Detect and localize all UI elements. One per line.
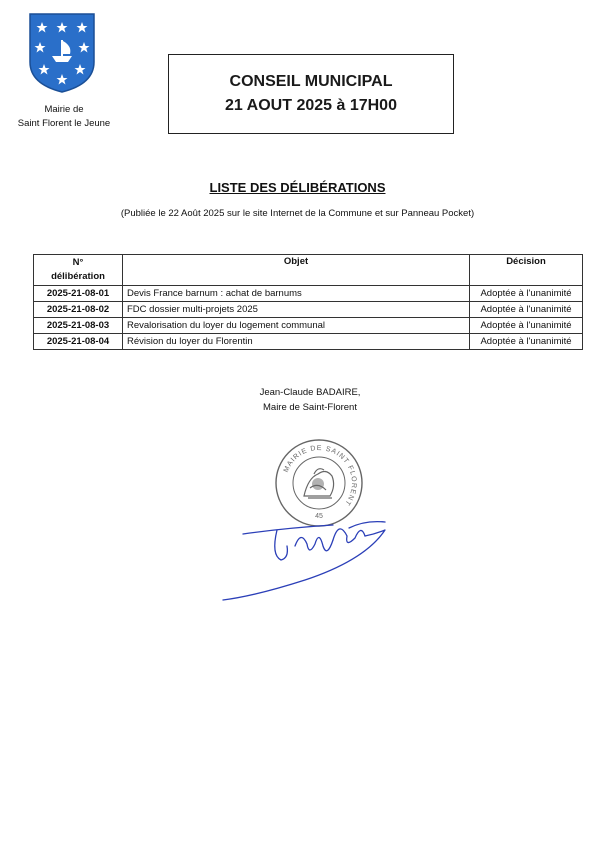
column-header-object: Objet (123, 255, 470, 286)
table-row (34, 302, 583, 318)
column-header-decision: Décision (470, 255, 583, 286)
page-title: CONSEIL MUNICIPAL (229, 73, 393, 90)
deliberations-table (33, 254, 583, 350)
deliberation-decision: Adoptée à l'unanimité (470, 334, 583, 350)
signatory-block (220, 385, 400, 415)
signatory-name: Jean-Claude BADAIRE, (259, 387, 361, 398)
meeting-date: 21 AOUT 2025 à 17H00 (225, 97, 397, 114)
mairie-line-1: Mairie de (44, 104, 84, 115)
deliberation-decision: Adoptée à l'unanimité (470, 302, 583, 318)
column-header-number (34, 255, 123, 286)
deliberation-number: 2025-21-08-01 (34, 286, 123, 302)
coat-of-arms-icon (28, 12, 96, 94)
title-box (168, 54, 454, 134)
deliberation-object: Révision du loyer du Florentin (123, 334, 470, 350)
deliberation-object: Revalorisation du loyer du logement communal (123, 318, 470, 334)
deliberation-object: FDC dossier multi-projets 2025 (123, 302, 470, 318)
list-title: LISTE DES DÉLIBÉRATIONS (209, 180, 386, 195)
column-header-number-line-1: N° (72, 257, 84, 268)
table-row (34, 334, 583, 350)
table-row (34, 286, 583, 302)
table-header-row (34, 255, 583, 286)
table-row (34, 318, 583, 334)
svg-text:MAIRIE DE SAINT FLORENT: MAIRIE DE SAINT FLORENT (282, 444, 358, 508)
deliberation-number: 2025-21-08-03 (34, 318, 123, 334)
deliberation-number: 2025-21-08-04 (34, 334, 123, 350)
deliberation-decision: Adoptée à l'unanimité (470, 318, 583, 334)
svg-text:45: 45 (315, 513, 323, 520)
list-subtitle: (Publiée le 22 Août 2025 sur le site Internet de la Commune et sur Panneau Pocket) (120, 208, 475, 219)
deliberation-number: 2025-21-08-02 (34, 302, 123, 318)
signatory-role: Maire de Saint-Florent (263, 402, 357, 413)
mairie-label (8, 103, 120, 131)
handwritten-signature-icon (215, 500, 415, 605)
mairie-line-2: Saint Florent le Jeune (17, 118, 111, 129)
column-header-number-line-2: délibération (51, 271, 105, 282)
deliberation-object: Devis France barnum : achat de barnums (123, 286, 470, 302)
deliberation-decision: Adoptée à l'unanimité (470, 286, 583, 302)
